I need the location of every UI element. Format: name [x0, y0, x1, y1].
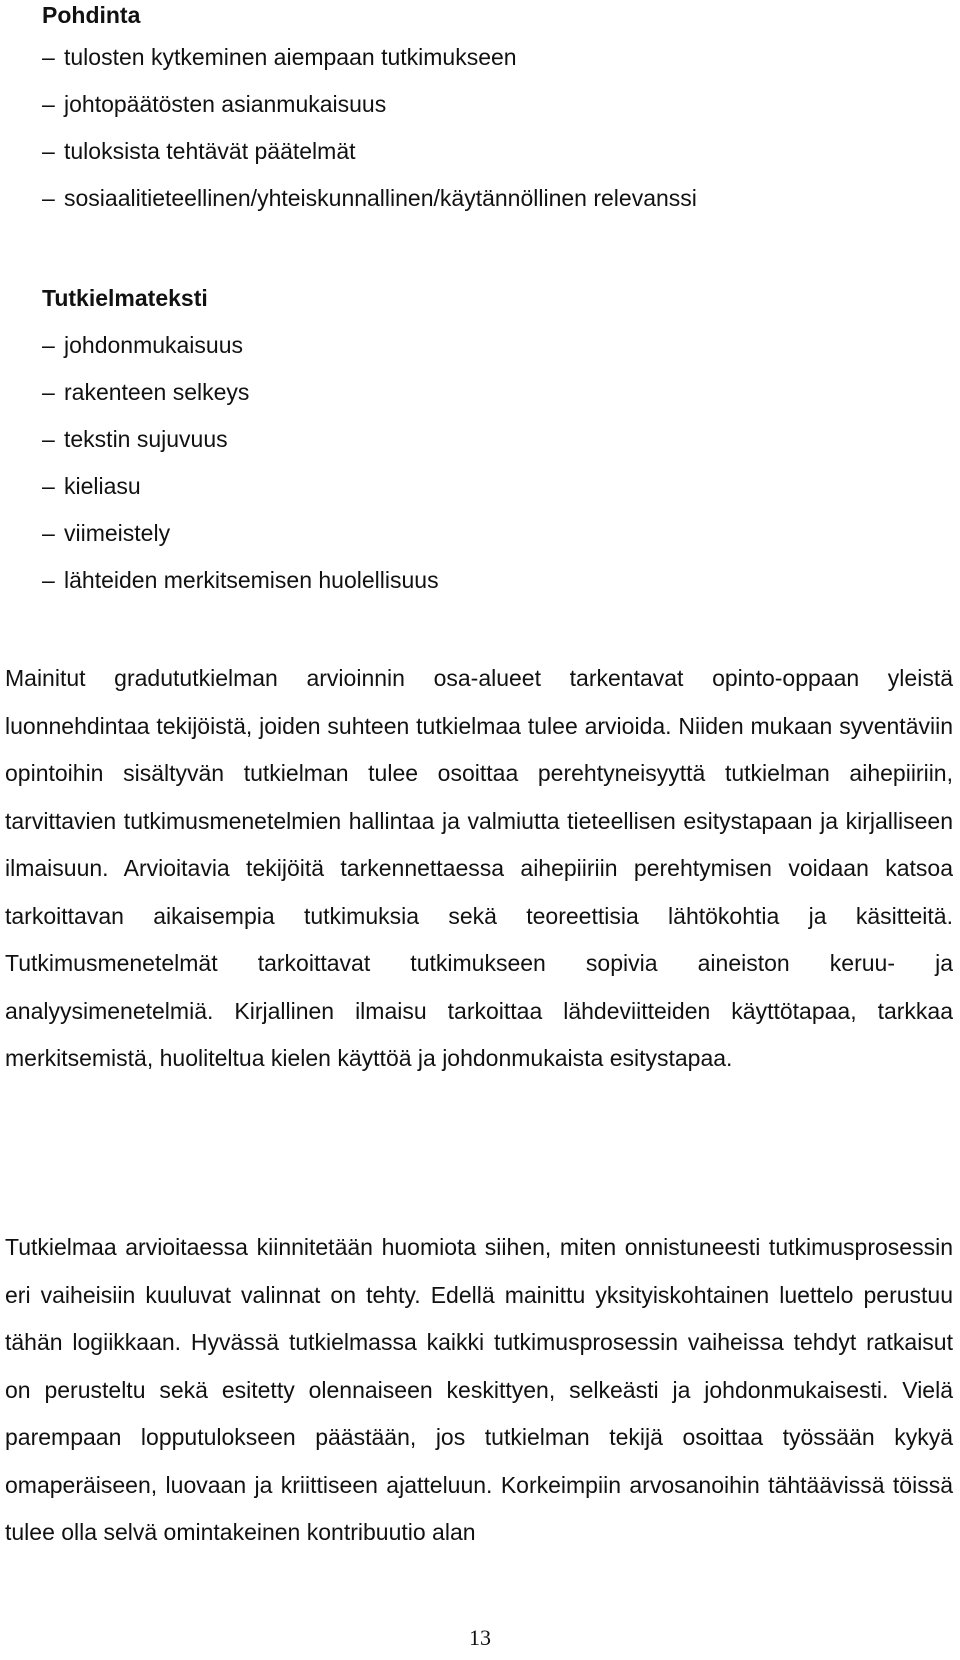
list-item-text: sosiaalitieteellinen/yhteiskunnallinen/käytännöllinen relevanssi [64, 185, 697, 211]
body-paragraph-2: Tutkielmaa arvioitaessa kiinnitetään huomiota siihen, miten onnistuneesti tutkimusprosessin eri vaiheisiin kuuluvat valinnat on tehty. Edellä mainittu yksityiskohtainen luettelo perustuu tähän logiikkaan. Hyvässä tutkielmassa kaikki tutkimusprosessin vaiheissa tehdyt ratkaisut on perusteltu sekä esitetty olennaiseen keskittyen, selkeästi ja johdonmukaisesti. Vielä parempaan lopputulokseen päästään, jos tutkielman tekijä osoittaa työssään kykyä omaperäiseen, luovaan ja kriittiseen ajatteluun. Korkeimpiin arvosanoihin tähtäävissä töissä tulee olla selvä omintakeinen kontribuutio alan [5, 1234, 953, 1545]
list-item-text: rakenteen selkeys [64, 379, 250, 405]
list-item [42, 175, 697, 222]
list-item [42, 34, 697, 81]
dash-bullet: – [42, 379, 55, 405]
list-item-text: lähteiden merkitsemisen huolellisuus [64, 567, 439, 593]
dash-bullet: – [42, 91, 55, 117]
dash-bullet: – [42, 520, 55, 546]
dash-bullet: – [42, 185, 55, 211]
dash-bullet: – [42, 332, 55, 358]
list-item [42, 557, 439, 604]
list-item-text: johtopäätösten asianmukaisuus [64, 91, 387, 117]
dash-bullet: – [42, 138, 55, 164]
tutkielmateksti-list [42, 322, 439, 604]
page-number: 13 [469, 1625, 491, 1650]
section-heading-tutkielmateksti: Tutkielmateksti [42, 285, 208, 311]
dash-bullet: – [42, 426, 55, 452]
list-item-text: viimeistely [64, 520, 171, 546]
list-item [42, 369, 439, 416]
list-item [42, 510, 439, 557]
section-heading-pohdinta: Pohdinta [42, 2, 141, 28]
dash-bullet: – [42, 567, 55, 593]
list-item [42, 416, 439, 463]
body-paragraph-1: Mainitut gradututkielman arvioinnin osa-alueet tarkentavat opinto-oppaan yleistä luonnehdintaa tekijöistä, joiden suhteen tutkielmaa tulee arvioida. Niiden mukaan syventäviin opintoihin sisältyvän tutkielman tulee osoittaa perehtyneisyyttä tutkielman aihepiiriin, tarvittavien tutkimusmenetelmien hallintaa ja valmiutta tieteellisen esitystapaan ja kirjalliseen ilmaisuun. Arvioitavia tekijöitä tarkennettaessa aihepiiriin perehtymisen voidaan katsoa tarkoittavan aikaisempia tutkimuksia sekä teoreettisia lähtökohtia ja käsitteitä. Tutkimusmenetelmät tarkoittavat tutkimukseen sopivia aineiston keruu- ja analyysimenetelmiä. Kirjallinen ilmaisu tarkoittaa lähdeviitteiden käyttötapaa, tarkkaa merkitsemistä, huoliteltua kielen käyttöä ja johdonmukaista esitystapaa. [5, 665, 953, 1071]
list-item-text: tuloksista tehtävät päätelmät [64, 138, 356, 164]
list-item [42, 81, 697, 128]
pohdinta-list [42, 34, 697, 222]
list-item [42, 463, 439, 510]
list-item [42, 128, 697, 175]
dash-bullet: – [42, 473, 55, 499]
list-item [42, 322, 439, 369]
dash-bullet: – [42, 44, 55, 70]
list-item-text: tekstin sujuvuus [64, 426, 228, 452]
list-item-text: tulosten kytkeminen aiempaan tutkimukseen [64, 44, 517, 70]
list-item-text: kieliasu [64, 473, 141, 499]
list-item-text: johdonmukaisuus [64, 332, 244, 358]
